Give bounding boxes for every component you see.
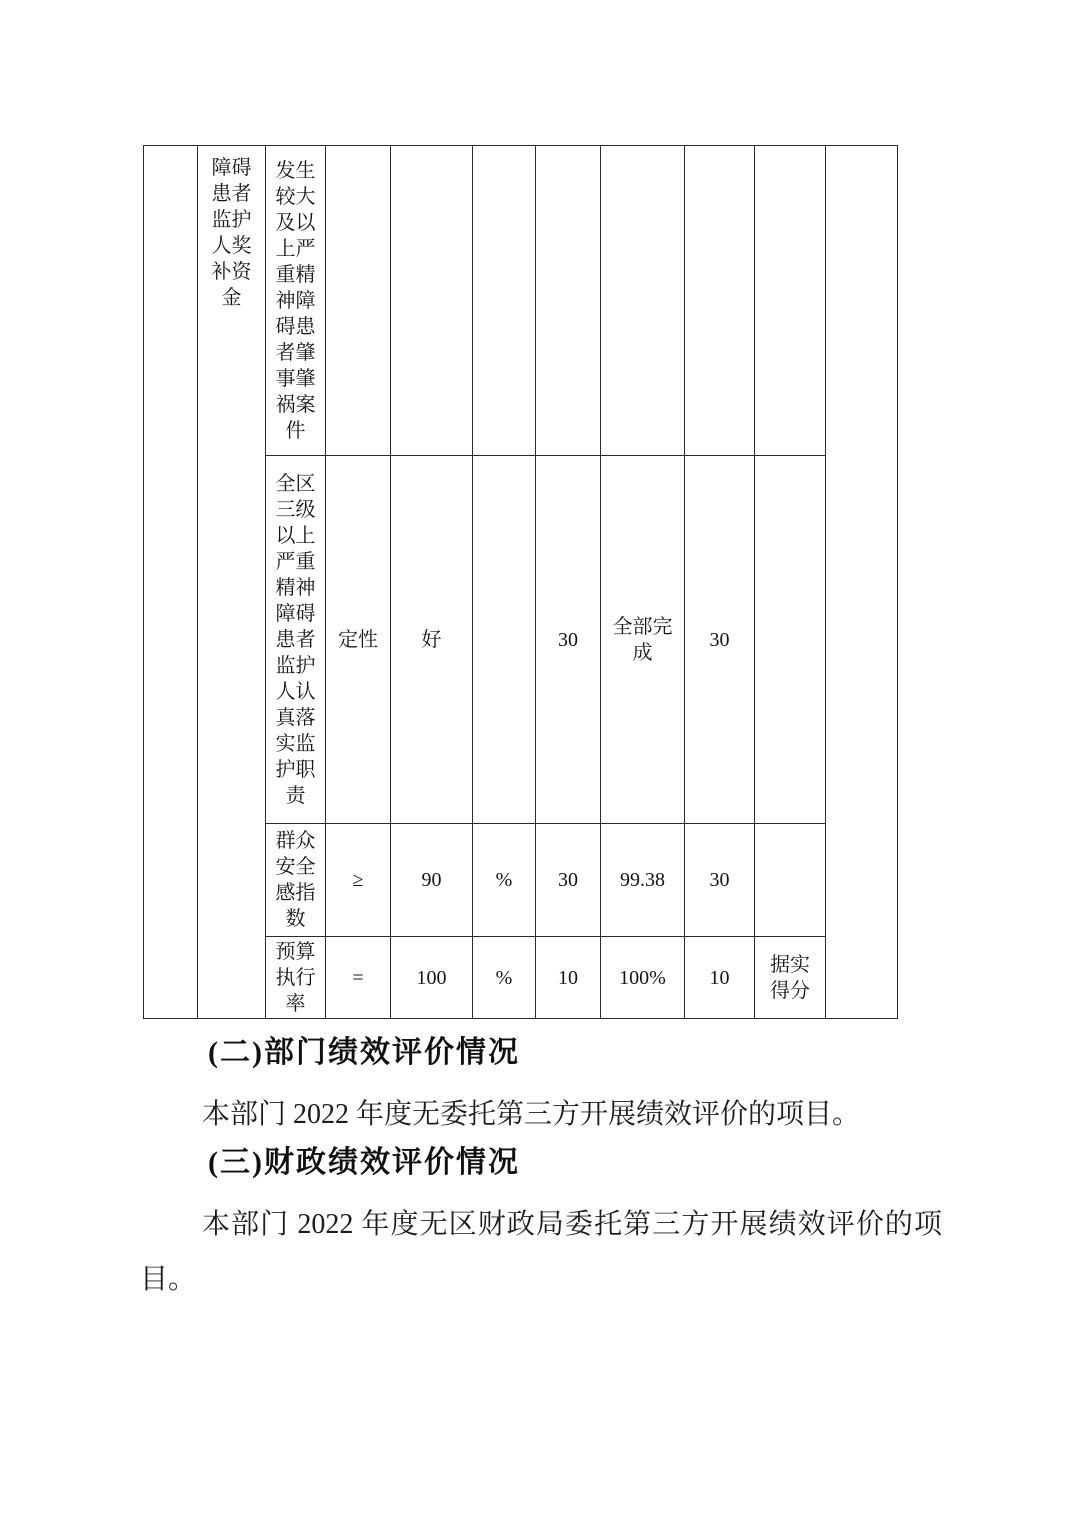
table-cell-criteria: = xyxy=(326,937,391,1019)
table-cell-empty-left xyxy=(144,146,198,1019)
table-cell-weight xyxy=(536,146,601,456)
table-cell-empty-right xyxy=(826,146,898,1019)
table-cell-unit xyxy=(473,146,536,456)
table-cell-note xyxy=(755,146,826,456)
section-body-2: 本部门 2022 年度无委托第三方开展绩效评价的项目。 xyxy=(202,1099,861,1130)
table-cell-score: 10 xyxy=(685,937,755,1019)
table-cell-target: 90 xyxy=(391,824,473,937)
section-body-3: 本部门 2022 年度无区财政局委托第三方开展绩效评价的项目。 xyxy=(140,1209,942,1295)
section-heading-2: (二)部门绩效评价情况 xyxy=(208,1036,520,1069)
performance-indicator-table xyxy=(143,145,898,1019)
section-heading-3: (三)财政绩效评价情况 xyxy=(208,1146,520,1179)
table-cell-indicator: 发生较大及以上严重精神障碍患者肇事肇祸案件 xyxy=(266,146,326,456)
table-cell-actual xyxy=(601,146,685,456)
table-cell-unit: % xyxy=(473,937,536,1019)
table-cell-criteria: ≥ xyxy=(326,824,391,937)
table-cell-indicator: 群众安全感指数 xyxy=(266,824,326,937)
table-cell-score xyxy=(685,146,755,456)
table-cell-note xyxy=(755,824,826,937)
table-cell-actual: 100% xyxy=(601,937,685,1019)
table-cell-target: 100 xyxy=(391,937,473,1019)
table-cell-score: 30 xyxy=(685,456,755,824)
table-cell-indicator: 预算执行率 xyxy=(266,937,326,1019)
table-cell-project-name: 障碍患者监护人奖补资金 xyxy=(198,146,266,1019)
table-cell-criteria xyxy=(326,146,391,456)
table-cell-weight: 10 xyxy=(536,937,601,1019)
table-cell-indicator: 全区三级以上严重精神障碍患者监护人认真落实监护职责 xyxy=(266,456,326,824)
table-cell-note: 据实得分 xyxy=(755,937,826,1019)
table-cell-unit xyxy=(473,456,536,824)
table-cell-score: 30 xyxy=(685,824,755,937)
table-cell-unit: % xyxy=(473,824,536,937)
table-cell-target xyxy=(391,146,473,456)
table-cell-weight: 30 xyxy=(536,824,601,937)
table-cell-note xyxy=(755,456,826,824)
table-cell-weight: 30 xyxy=(536,456,601,824)
table-cell-criteria: 定性 xyxy=(326,456,391,824)
table-cell-target: 好 xyxy=(391,456,473,824)
table-cell-actual: 全部完成 xyxy=(601,456,685,824)
table-cell-actual: 99.38 xyxy=(601,824,685,937)
